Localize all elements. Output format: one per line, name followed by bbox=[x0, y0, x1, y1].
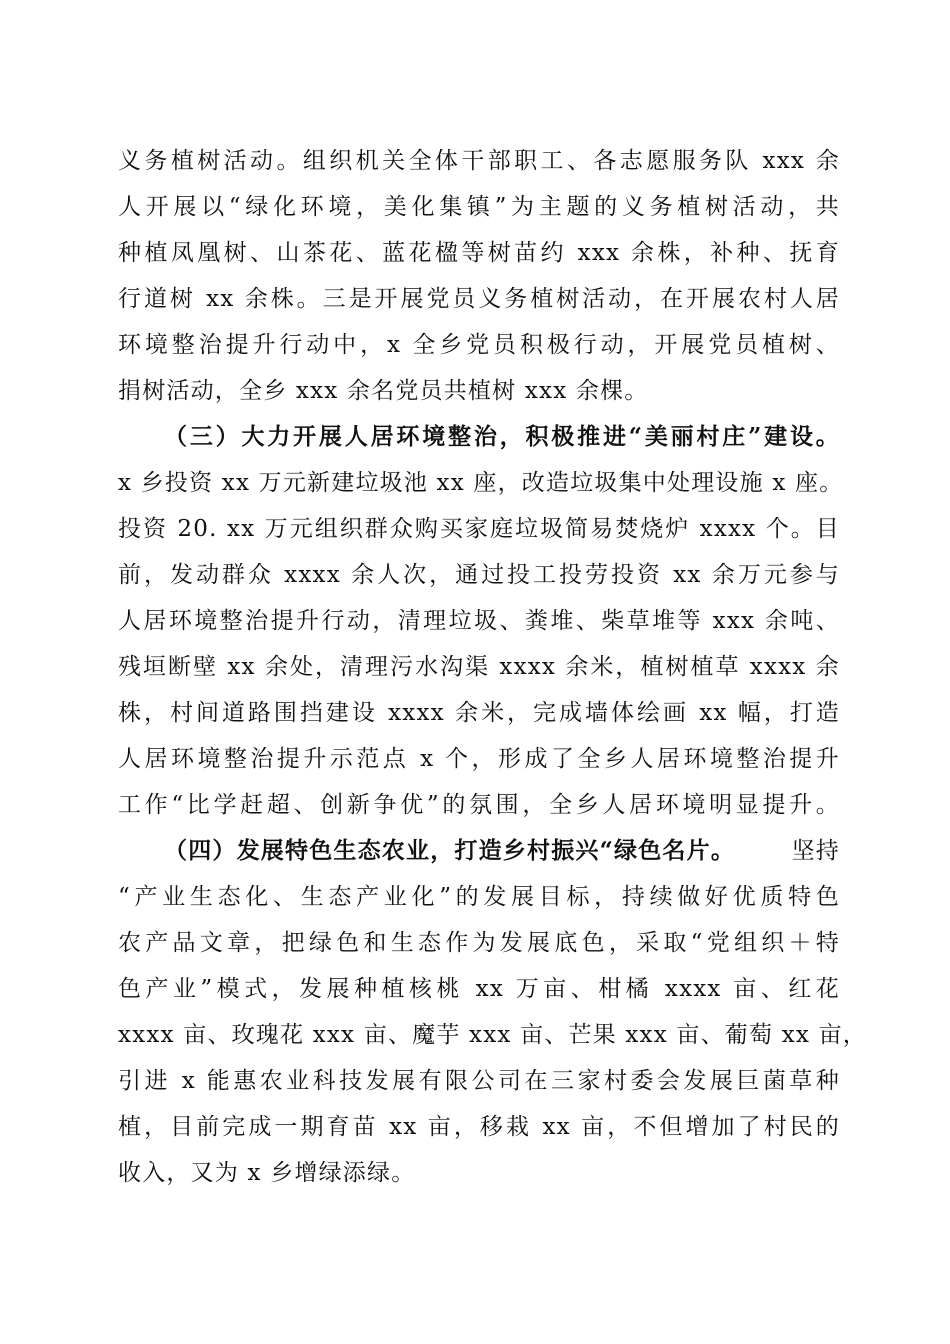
paragraph-1-line-4: 行道树 xx 余株。三是开展党员义务植树活动，在开展农村人居 bbox=[118, 286, 840, 312]
paragraph-3-line-5: 引进 x 能惠农业科技发展有限公司在三家村委会发展巨菌草种 bbox=[118, 1068, 840, 1094]
paragraph-2-line-7: 人居环境整治提升示范点 x 个，形成了全乡人居环境整治提升 bbox=[118, 746, 840, 772]
paragraph-1-line-5: 环境整治提升行动中，x 全乡党员积极行动，开展党员植树、 bbox=[118, 332, 840, 358]
paragraph-2-line-1: x 乡投资 xx 万元新建垃圾池 xx 座，改造垃圾集中处理设施 x 座。 bbox=[118, 470, 844, 496]
paragraph-3-first-line bbox=[164, 836, 840, 866]
paragraph-1-line-1: 义务植树活动。组织机关全体干部职工、各志愿服务队 xxx 余 bbox=[118, 148, 840, 174]
paragraph-2-line-6: 株，村间道路围挡建设 xxxx 余米，完成墙体绘画 xx 幅，打造 bbox=[118, 700, 840, 726]
paragraph-1-line-3: 种植凤凰树、山茶花、蓝花楹等树苗约 xxx 余株，补种、抚育 bbox=[118, 240, 840, 266]
paragraph-3-line-7: 收入，又为 x 乡增绿添绿。 bbox=[118, 1160, 416, 1186]
paragraph-2-line-2: 投资 20. xx 万元组织群众购买家庭垃圾简易焚烧炉 xxxx 个。目 bbox=[118, 516, 840, 542]
paragraph-2-heading: （三）大力开展人居环境整治，积极推进“美丽村庄”建设。 bbox=[164, 423, 840, 450]
paragraph-3-line-3: 色产业”模式，发展种植核桃 xx 万亩、柑橘 xxxx 亩、红花 bbox=[118, 976, 840, 1002]
paragraph-2-line-8: 工作“比学赶超、创新争优”的氛围，全乡人居环境明显提升。 bbox=[118, 792, 840, 818]
paragraph-1-line-2: 人开展以“绿化环境，美化集镇”为主题的义务植树活动，共 bbox=[118, 194, 840, 220]
paragraph-3-heading-tail: 坚持 bbox=[791, 838, 840, 864]
paragraph-2-line-4: 人居环境整治提升行动，清理垃圾、粪堆、柴草堆等 xxx 余吨、 bbox=[118, 608, 840, 634]
paragraph-2-line-3: 前，发动群众 xxxx 余人次，通过投工投劳投资 xx 余万元参与 bbox=[118, 562, 840, 588]
paragraph-3-line-4: xxxx 亩、玫瑰花 xxx 亩、魔芋 xxx 亩、芒果 xxx 亩、葡萄 xx 亩， bbox=[118, 1022, 867, 1048]
paragraph-3-line-2: 农产品文章，把绿色和生态作为发展底色，采取“党组织＋特 bbox=[118, 930, 840, 956]
paragraph-2-line-5: 残垣断壁 xx 余处，清理污水沟渠 xxxx 余米，植树植草 xxxx 余 bbox=[118, 654, 840, 680]
paragraph-3-line-6: 植，目前完成一期育苗 xx 亩，移栽 xx 亩，不但增加了村民的 bbox=[118, 1114, 840, 1140]
paragraph-1-line-6: 捐树活动，全乡 xxx 余名党员共植树 xxx 余棵。 bbox=[118, 378, 649, 404]
paragraph-3-heading: （四）发展特色生态农业，打造乡村振兴“绿色名片。 bbox=[164, 837, 736, 864]
paragraph-3-line-1: “产业生态化、生态产业化”的发展目标，持续做好优质特色 bbox=[118, 884, 840, 910]
